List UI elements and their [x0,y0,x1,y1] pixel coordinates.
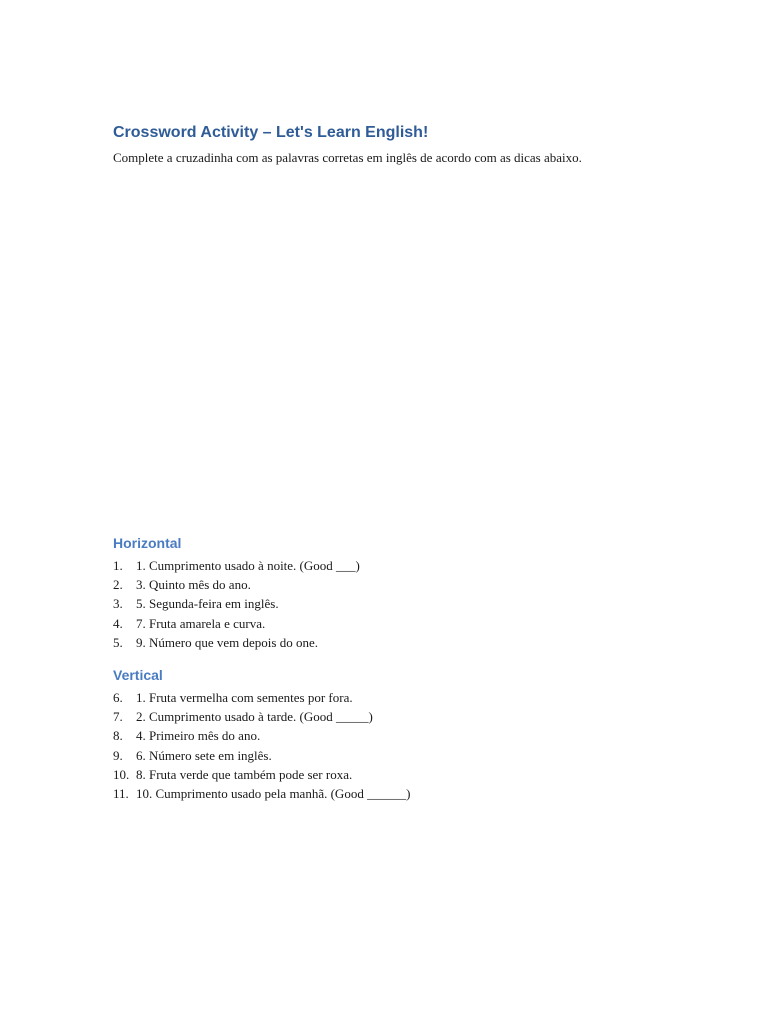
list-item [113,594,360,613]
list-item [113,614,360,633]
list-number: 11. [113,785,129,801]
list-number: 3. [113,596,123,612]
list-item [113,765,410,784]
clue-text: 7. Fruta amarela e curva. [136,615,266,631]
list-number: 10. [113,766,130,782]
horizontal-clue-list [113,556,360,652]
intro-paragraph: Complete a cruzadinha com as palavras corretas em inglês de acordo com as dicas abaixo. [113,150,582,165]
list-item [113,633,360,652]
clue-text: 3. Quinto mês do ano. [136,577,251,593]
clue-text: 2. Cumprimento usado à tarde. (Good _____) [136,709,373,725]
clue-text: 4. Primeiro mês do ano. [136,728,261,744]
list-number: 6. [113,690,123,705]
vertical-clue-list [113,688,410,803]
horizontal-heading: Horizontal [113,535,182,551]
clue-text: 6. Número sete em inglês. [136,747,272,763]
clue-text: 1. Fruta vermelha com sementes por fora. [136,690,353,705]
list-number: 9. [113,747,123,763]
list-item [113,726,410,745]
list-item [113,556,360,575]
list-number: 8. [113,728,123,744]
clue-text: 10. Cumprimento usado pela manhã. (Good ______) [136,785,411,801]
list-item [113,688,410,707]
list-number: 5. [113,634,123,650]
clue-text: 8. Fruta verde que também pode ser roxa. [136,766,353,782]
list-number: 2. [113,577,123,593]
list-item [113,707,410,726]
clue-text: 5. Segunda-feira em inglês. [136,596,279,612]
vertical-heading: Vertical [113,667,163,683]
page-title: Crossword Activity – Let's Learn English! [113,124,429,141]
list-item [113,784,410,803]
list-item [113,575,360,594]
list-number: 4. [113,615,123,631]
clue-text: 1. Cumprimento usado à noite. (Good ___) [136,558,360,573]
list-number: 1. [113,558,123,573]
list-item [113,746,410,765]
list-number: 7. [113,709,123,725]
clue-text: 9. Número que vem depois do one. [136,634,318,650]
